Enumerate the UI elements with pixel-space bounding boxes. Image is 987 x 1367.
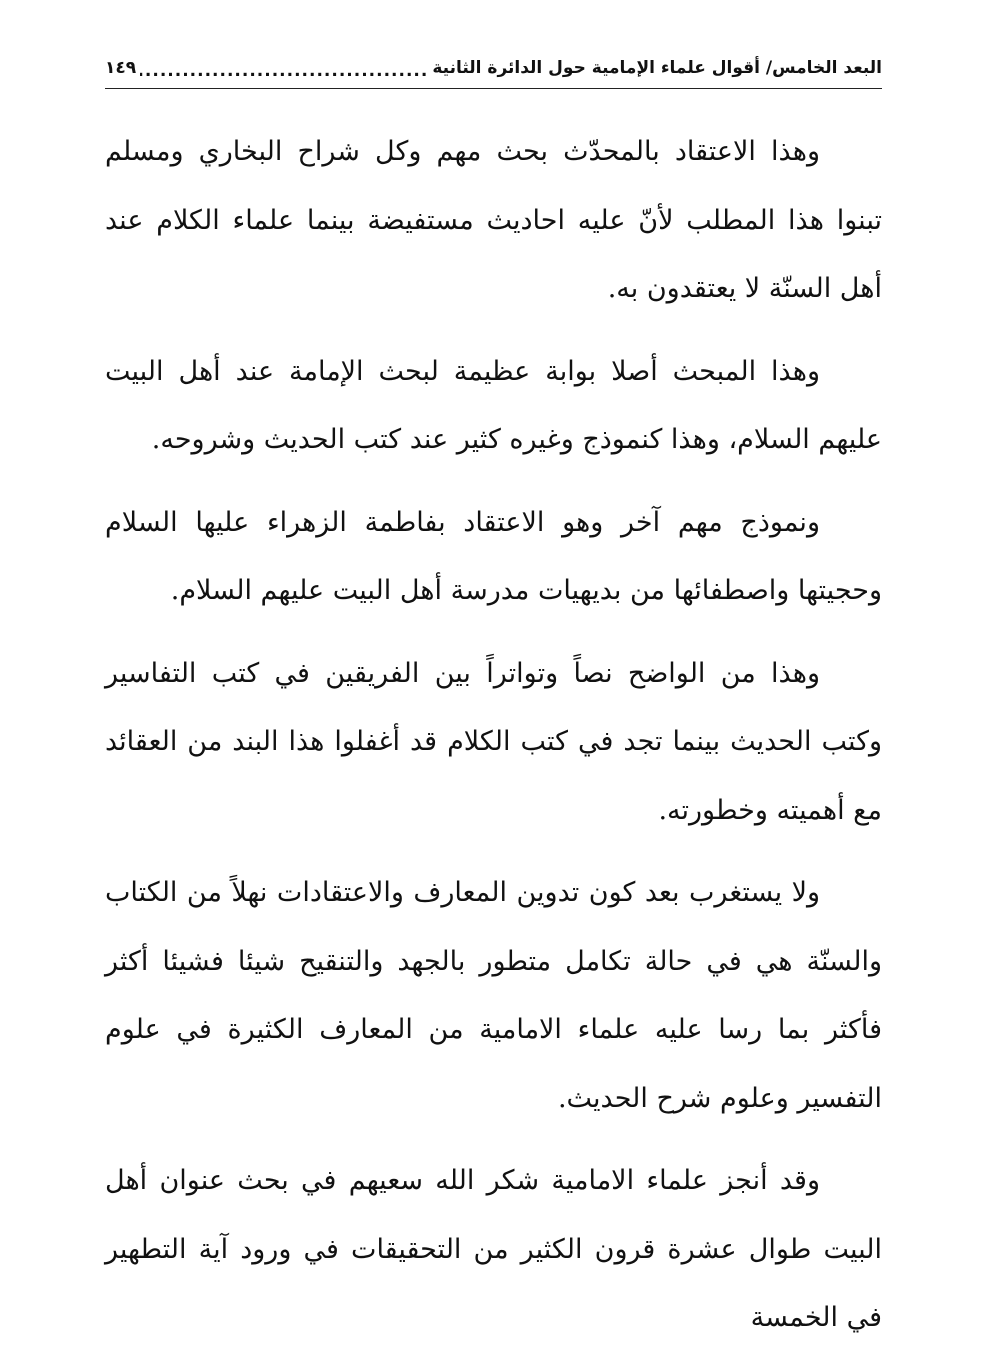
paragraph-6: وقد أنجز علماء الامامية شكر الله سعيهم في بحث عنوان أهل البيت طوال عشرة قرون الكثير من التحقيقات في ورود آية التطهير في الخمسة — [105, 1165, 882, 1333]
header-divider — [105, 88, 882, 89]
body-text — [105, 118, 882, 1367]
header-title: البعد الخامس/ أقوال علماء الإمامية حول الدائرة الثانية — [432, 58, 882, 78]
paragraph-1: وهذا الاعتقاد بالمحدّث بحث مهم وكل شراح البخاري ومسلم تبنوا هذا المطلب لأنّ عليه احاديث مستفيضة بينما علماء الكلام عند أهل السنّة لا يعتقدون به. — [105, 136, 882, 304]
paragraph-5: ولا يستغرب بعد كون تدوين المعارف والاعتقادات نهلاً من الكتاب والسنّة هي في حالة تكامل متطور بالجهد والتنقيح شيئا فشيئا أكثر فأكثر بما رسا عليه علماء الامامية من المعارف الكثيرة في علوم التفسير وعلوم شرح الحديث. — [105, 877, 882, 1114]
paragraph-2: وهذا المبحث أصلا بوابة عظيمة لبحث الإمامة عند أهل البيت عليهم السلام، وهذا كنموذج وغيره كثير عند كتب الحديث وشروحه. — [105, 355, 882, 455]
paragraph-4: وهذا من الواضح نصاً وتواتراً بين الفريقين في كتب التفاسير وكتب الحديث بينما تجد في كتب الكلام قد أغفلوا هذا البند من العقائد مع أهميته وخطورته. — [105, 657, 882, 826]
running-header — [105, 52, 882, 84]
paragraph-3: ونموذج مهم آخر وهو الاعتقاد بفاطمة الزهراء عليها السلام وحجيتها واصطفائها من بديهيات مدرسة أهل البيت عليهم السلام. — [105, 506, 882, 606]
header-leader-dots — [140, 63, 428, 80]
page-number: ١٤٩ — [105, 58, 137, 78]
